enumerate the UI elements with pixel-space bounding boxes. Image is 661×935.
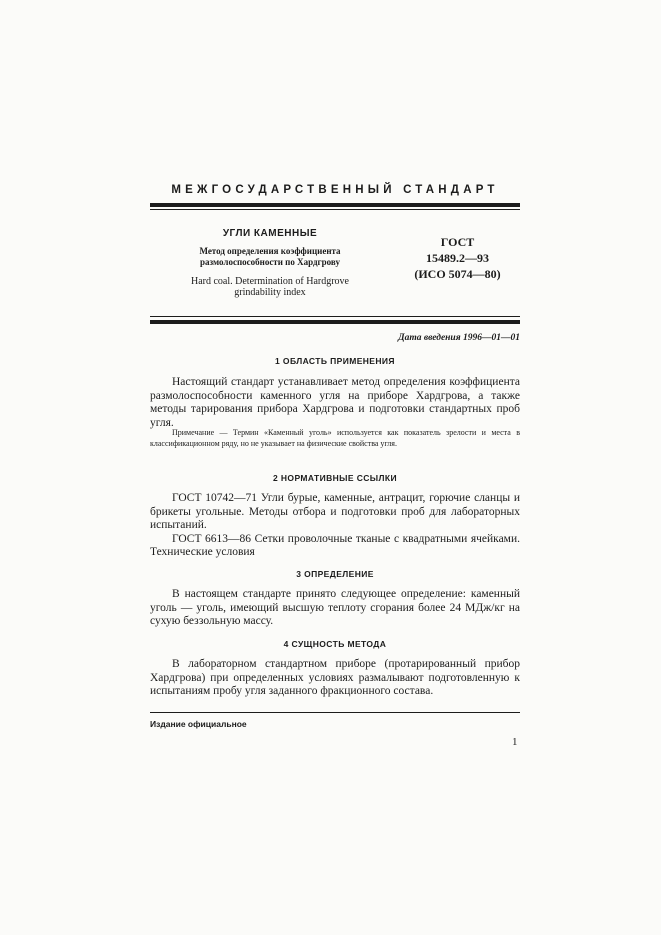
english-title-line: Hard coal. Determination of Hardgrove — [191, 276, 349, 287]
standard-type-header: МЕЖГОСУДАРСТВЕННЫЙ СТАНДАРТ — [171, 184, 499, 196]
document-subtitle — [160, 246, 380, 268]
reference-2: ГОСТ 6613—86 Сетки проволочные тканые с квадратными ячейками. Технические условия — [150, 532, 520, 558]
section-1-text: Настоящий стандарт устанавливает метод определения коэффициента размолоспособности каменного угля на приборе Хардгрова, а также методы тарирования прибора Хардгрова и подготовки стандартных проб угля. — [150, 376, 520, 429]
section-4-heading: 4 СУЩНОСТЬ МЕТОДА — [283, 639, 387, 649]
section-1-note — [150, 427, 520, 449]
english-title-line: grindability index — [234, 287, 306, 298]
section-3-heading: 3 ОПРЕДЕЛЕНИЕ — [296, 569, 374, 579]
section-3-body — [150, 588, 520, 629]
page-number: 1 — [512, 736, 518, 748]
title-rule-thick — [150, 320, 520, 324]
section-1-note-text: Примечание — Термин «Каменный уголь» используется как показатель зрелости и места в классификационном ряду, но не указывает на физические свойства угля. — [150, 428, 520, 448]
gost-label: ГОСТ — [440, 235, 475, 249]
designation-block — [395, 234, 520, 282]
section-4-body — [150, 658, 520, 699]
reference-1: ГОСТ 10742—71 Угли бурые, каменные, антрацит, горючие сланцы и брикеты угольные. Методы отбора и подготовки проб для лабораторных испытаний. — [150, 492, 520, 531]
footer-rule — [150, 712, 520, 713]
section-1-heading: 1 ОБЛАСТЬ ПРИМЕНЕНИЯ — [275, 356, 395, 366]
gost-number: 15489.2—93 — [426, 251, 489, 265]
section-4-text: В лабораторном стандартном приборе (протарированный прибор Хардгрова) при определенных условиях размалывают подготовленную к испытаниям пробу угля заданного фракционного состава. — [150, 658, 520, 697]
section-2-heading: 2 НОРМАТИВНЫЕ ССЫЛКИ — [273, 473, 397, 483]
english-title — [160, 276, 380, 298]
section-2-body — [150, 492, 520, 560]
document-title: УГЛИ КАМЕННЫЕ — [222, 228, 318, 239]
header-rule-thin — [150, 209, 520, 210]
introduction-date: Дата введения 1996—01—01 — [398, 333, 520, 343]
subtitle-line: размолоспособности по Хардгрову — [200, 257, 340, 267]
edition-label: Издание официальное — [150, 719, 247, 729]
subtitle-line: Метод определения коэффициента — [199, 246, 341, 256]
title-rule-thin — [150, 316, 520, 317]
iso-reference: (ИСО 5074—80) — [414, 267, 501, 281]
section-1-body — [150, 376, 520, 430]
section-3-text: В настоящем стандарте принято следующее определение: каменный уголь — уголь, имеющий высшую теплоту сгорания более 24 МДж/кг на сухую беззольную массу. — [150, 588, 520, 627]
header-rule-top — [150, 203, 520, 207]
